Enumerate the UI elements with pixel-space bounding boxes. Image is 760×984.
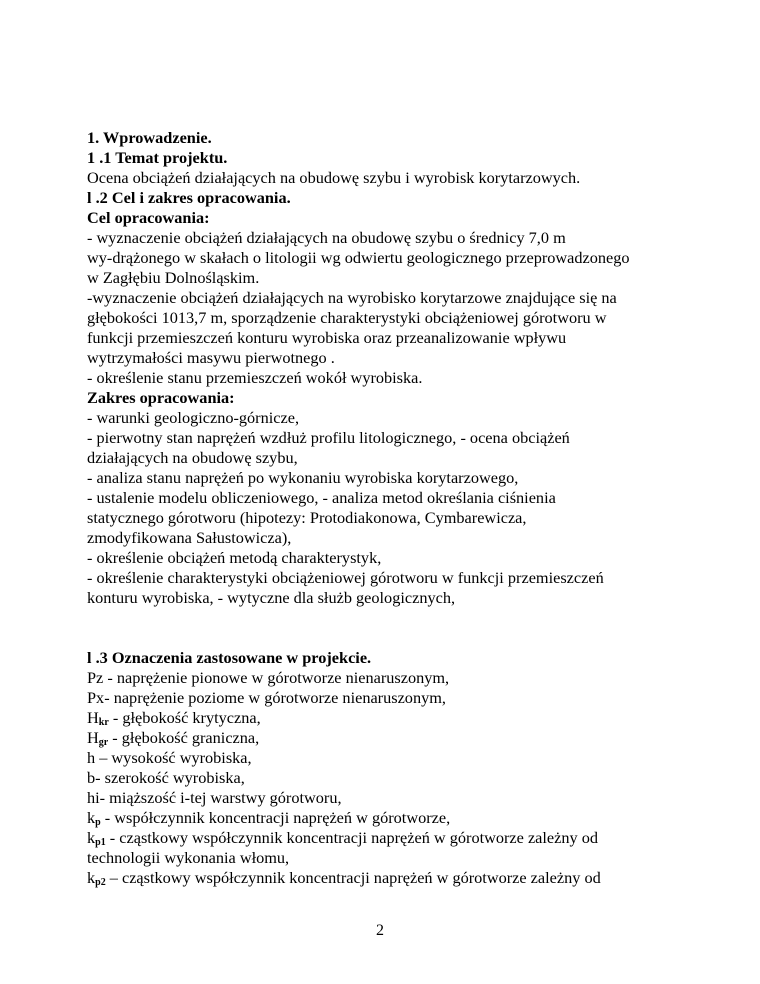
symbol-kp2-subscript: p2 [95, 877, 106, 888]
symbol-h: h – wysokość wyrobiska, [87, 748, 252, 767]
symbol-px: Px- naprężenie poziome w górotworze nienaruszonym, [87, 688, 446, 707]
symbol-kp1-letter: k [87, 828, 96, 847]
goal-line: - wyznaczenie obciążeń działających na obudowę szybu o średnicy 7,0 m [87, 228, 566, 247]
symbol-hkr [87, 708, 687, 728]
symbol-kp2 [87, 868, 687, 888]
symbol-hgr-letter: H [87, 728, 99, 747]
scope-line: zmodyfikowana Sałustowicza), [87, 528, 292, 547]
symbol-kp-text: - współczynnik koncentracji naprężeń w górotworze, [100, 808, 451, 827]
scope-line: działających na obudowę szybu, [87, 448, 298, 467]
scope-line: - określenie obciążeń metodą charakterystyk, [87, 548, 382, 567]
symbol-kp-letter: k [87, 808, 96, 827]
scope-line: statycznego górotworu (hipotezy: Protodiakonowa, Cymbarewicza, [87, 508, 527, 527]
symbol-hgr [87, 728, 687, 748]
symbol-kp1-text: - cząstkowy współczynnik koncentracji naprężeń w górotworze zależny od [105, 828, 599, 847]
symbol-kp1-subscript: p1 [95, 837, 106, 848]
symbol-pz: Pz - naprężenie pionowe w górotworze nienaruszonym, [87, 668, 450, 687]
goal-line: wy-drążonego w skałach o litologii wg odwiertu geologicznego przeprowadzonego [87, 248, 630, 267]
scope-line: - pierwotny stan naprężeń wzdłuż profilu litologicznego, - ocena obciążeń [87, 428, 570, 447]
symbol-hgr-text: - głębokość graniczna, [108, 728, 260, 747]
heading-introduction: 1. Wprowadzenie. [87, 128, 212, 147]
scope-line: - określenie charakterystyki obciążeniowej górotworu w funkcji przemieszczeń [87, 568, 604, 587]
spacer [87, 608, 687, 648]
symbol-b: b- szerokość wyrobiska, [87, 768, 245, 787]
symbol-kp2-text: – cząstkowy współczynnik koncentracji naprężeń w górotworze zależny od [105, 868, 601, 887]
goal-line: głębokości 1013,7 m, sporządzenie charakterystyki obciążeniowej górotworu w [87, 308, 607, 327]
goal-line: wytrzymałości masywu pierwotnego . [87, 348, 335, 367]
symbol-kp2-letter: k [87, 868, 96, 887]
symbol-kp1 [87, 828, 687, 848]
scope-line: - warunki geologiczno-górnicze, [87, 408, 300, 427]
heading-topic: 1 .1 Temat projektu. [87, 148, 228, 167]
symbol-kp1-continuation: technologii wykonania włomu, [87, 848, 290, 867]
document-body [87, 128, 687, 888]
symbol-hkr-letter: H [87, 708, 99, 727]
symbol-kp [87, 808, 687, 828]
symbol-kp-subscript: p [95, 817, 101, 828]
heading-symbols: l .3 Oznaczenia zastosowane w projekcie. [87, 648, 372, 667]
heading-goal-scope: l .2 Cel i zakres opracowania. [87, 188, 291, 207]
page-number: 2 [376, 922, 384, 939]
scope-line: - ustalenie modelu obliczeniowego, - analiza metod określania ciśnienia [87, 488, 556, 507]
goal-line: w Zagłębiu Dolnośląskim. [87, 268, 260, 287]
heading-goal: Cel opracowania: [87, 208, 210, 227]
symbol-hi: hi- miąższość i-tej warstwy górotworu, [87, 788, 342, 807]
symbol-hgr-subscript: gr [98, 737, 109, 748]
scope-line: konturu wyrobiska, - wytyczne dla służb geologicznych, [87, 588, 456, 607]
symbol-hkr-text: - głębokość krytyczna, [108, 708, 261, 727]
topic-text: Ocena obciążeń działających na obudowę szybu i wyrobisk korytarzowych. [87, 168, 581, 187]
symbol-hkr-subscript: kr [98, 717, 109, 728]
goal-line: funkcji przemieszczeń konturu wyrobiska oraz przeanalizowanie wpływu [87, 328, 567, 347]
goal-line: -wyznaczenie obciążeń działających na wyrobisko korytarzowe znajdujące się na [87, 288, 617, 307]
scope-line: - analiza stanu naprężeń po wykonaniu wyrobiska korytarzowego, [87, 468, 519, 487]
heading-scope: Zakres opracowania: [87, 388, 235, 407]
goal-line: - określenie stanu przemieszczeń wokół wyrobiska. [87, 368, 423, 387]
